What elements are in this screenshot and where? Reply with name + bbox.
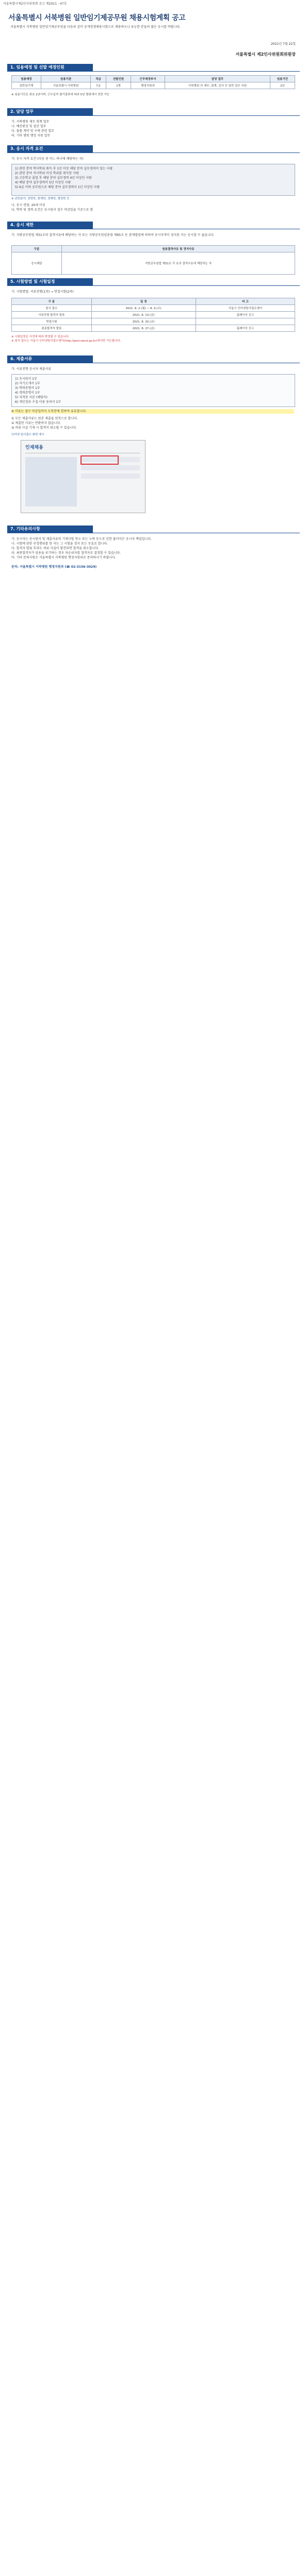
table-cell: 2021. 8. 20.(금) xyxy=(91,318,196,325)
table-header: 임용예정 xyxy=(12,76,41,82)
table-cell: 7급 xyxy=(91,82,106,89)
table-cell: 지방공무원법 제31조 각 호의 결격사유에 해당하는 자 xyxy=(62,252,295,275)
list-item: 3) 학력증명서 1부 xyxy=(15,386,40,390)
list-item: 나. 시험에 관한 부정행위를 한 자는 그 시험을 정지 또는 무효로 합니다. xyxy=(11,542,108,546)
screenshot-caption: 인터넷 원서접수 화면 예시 xyxy=(11,433,44,436)
section-5-header: 5. 시험방법 및 시험일정 xyxy=(7,278,93,285)
table-cell: 응시제한 xyxy=(12,252,62,275)
field-note: ※ 관련분야: 경영학, 회계학, 경제학, 행정학 등 xyxy=(11,197,70,200)
list-item: ① 모든 제출서류는 원본 제출을 원칙으로 합니다. xyxy=(11,417,78,420)
contact-info: 문의: 서울특별시 서북병원 행정지원과 (☎ 02-3156-3029) xyxy=(11,565,97,569)
table-cell xyxy=(196,318,295,325)
divider xyxy=(7,115,300,116)
section-1-header: 1. 임용예정 및 선발 예정인원 xyxy=(7,64,93,71)
list-item: 다. 합격자 발표 후라도 허위 사실이 발견되면 합격을 취소합니다. xyxy=(11,547,99,550)
table-cell: 서울시 인터넷원서접수센터 xyxy=(196,305,295,312)
list-item: ③ 허위 사실 기재 시 합격이 취소될 수 있습니다. xyxy=(11,426,77,430)
table-header: 담당 업무 xyxy=(165,76,270,82)
table-cell: 서류전형 합격자 발표 xyxy=(12,312,92,318)
table-cell: 서북병원 의 재무, 회계, 감사 등 일반 업무 지원 xyxy=(165,82,270,89)
issuer: 서울특별시 제2인사위원회위원장 xyxy=(235,52,296,57)
section-6-header: 6. 제출서류 xyxy=(7,355,93,363)
table-cell: 홈페이지 공고 xyxy=(196,325,295,332)
qualify-intro: 가. 응시 자격 요건 (다음 중 어느 하나에 해당하는 자) xyxy=(11,157,84,161)
screenshot-title: 인재채용 xyxy=(25,445,43,450)
list-item: 1) 응시원서 1부 xyxy=(15,377,37,381)
screenshot-row xyxy=(81,473,140,479)
list-item: 라. 최종합격자가 임용을 포기하는 경우 차순위자를 합격자로 결정할 수 있습니다. xyxy=(11,551,121,555)
table-header: 비 고 xyxy=(196,298,295,305)
schedule-table xyxy=(11,298,295,332)
screenshot-row xyxy=(81,465,140,470)
list-item: 다. 학력 및 경력 요건은 응시원서 접수 마감일을 기준으로 함 xyxy=(11,208,93,212)
list-item: 1) 관련 분야 학사학위 취득 후 1년 이상 해당 분야 실무경력이 있는 사람 xyxy=(15,167,113,171)
table-header: 임용결격사유 및 정지사유 xyxy=(62,246,295,252)
list-item: 가. 서북병원 재무 회계 업무 xyxy=(11,120,50,124)
docs-notes xyxy=(11,416,294,430)
divider xyxy=(7,71,300,72)
table-header: 구 분 xyxy=(12,298,92,305)
section-3-header: 3. 응시 자격 요건 xyxy=(7,145,93,152)
restrict-text: 가. 지방공무원법 제31조의 결격사유에 해당하는 자 또는 지방공무원임용령 제65조 등 관계법령에 의하여 응시자격이 정지된 자는 응시할 수 없습니다. xyxy=(11,233,215,237)
application-screenshot xyxy=(21,440,146,513)
list-item: 라. 기타 병원 행정 지원 업무 xyxy=(11,134,51,138)
docs-box xyxy=(11,374,295,407)
table-header: 임용기간 xyxy=(270,76,295,82)
divider xyxy=(7,152,300,153)
notice-number: 서울특별시제2인사위원회 공고 제2021 - 47호 xyxy=(3,2,67,6)
list-item: 나. 예산편성 및 결산 업무 xyxy=(11,125,46,128)
table-header: 근무예정부서 xyxy=(131,76,165,82)
table-cell: 최종합격자 발표 xyxy=(12,325,92,332)
etc-list xyxy=(11,537,294,560)
restrict-table xyxy=(11,245,295,275)
table-cell: 행정지원과 xyxy=(131,82,165,89)
intro-text: 서울특별시 서북병원 일반임기제공무원을 다음과 같이 공개경쟁채용시험으로 채용하오니 유능한 분들의 많은 응시를 바랍니다. xyxy=(10,25,181,29)
docs-intro: 가. 서류전형 응시자 제출서류 xyxy=(11,367,52,371)
table-cell: 원서 접수 xyxy=(12,305,92,312)
list-item: 나. 응시 연령: 20세 이상 xyxy=(11,204,45,207)
divider xyxy=(7,285,300,286)
list-item: 4) 해당 분야 실무경력이 5년 이상인 사람 xyxy=(15,181,71,184)
table-cell: 1명 xyxy=(106,82,131,89)
table-header: 선발인원 xyxy=(106,76,131,82)
section-7-header: 7. 기타유의사항 xyxy=(7,526,93,533)
list-item: 3) 고등학교 졸업 후 해당 분야 실무경력 4년 이상인 사람 xyxy=(15,176,92,180)
list-item: ※ 시험일정은 사정에 따라 변경될 수 있습니다. xyxy=(11,335,70,338)
table-cell: 일반임기제 xyxy=(12,82,41,89)
duties-list xyxy=(11,120,294,138)
method-text: 가. 시험방법: 서류전형(1차) → 면접시험(2차) xyxy=(11,290,74,294)
list-item: 마. 기타 문의사항은 서울특별시 서북병원 행정지원과로 문의하시기 바랍니다. xyxy=(11,556,116,560)
table-header: 구분 xyxy=(12,246,62,252)
table-cell: 홈페이지 공고 xyxy=(196,312,295,318)
list-item: 2) 자기소개서 1부 xyxy=(15,382,40,385)
list-item: 5) 자격증 사본 (해당자) xyxy=(15,396,47,399)
schedule-notes xyxy=(11,335,294,343)
qualify-sub xyxy=(11,203,294,212)
list-item: ② 제출한 서류는 반환하지 않습니다. xyxy=(11,421,61,425)
table-header: 직급 xyxy=(91,76,106,82)
table-note: ※ 임용기간은 최초 2년이며, 근무실적 평가결과에 따라 5년 범위에서 연장 가능 xyxy=(11,93,110,96)
qualify-box xyxy=(11,164,295,196)
list-item: 2) 관련 분야 석사학위 이상 학위를 취득한 사람 xyxy=(15,172,79,175)
list-item: 가. 응시자는 응시원서 및 제출서류의 기재사항 착오 또는 누락 등으로 인한 불이익은 응시자 책임입니다. xyxy=(11,537,152,541)
table-header: 일 정 xyxy=(91,298,196,305)
table-cell: 2021. 8. 13.(금) xyxy=(91,312,196,318)
recruit-table xyxy=(11,75,295,89)
table-cell: 2021. 8. 27.(금) xyxy=(91,325,196,332)
table-header: 임용기관 xyxy=(41,76,91,82)
screenshot-panel xyxy=(25,457,77,506)
highlight-note: ※ 서류는 접수 마감일까지 도착분에 한하여 유효합니다. xyxy=(11,409,294,414)
page-title: 서울특별시 서북병원 일반임기제공무원 채용시험계획 공고 xyxy=(8,14,186,22)
table-cell: 2021. 8. 2.(월) ~ 8. 4.(수) xyxy=(91,305,196,312)
table-row xyxy=(12,325,295,332)
table-row xyxy=(12,305,295,312)
notice-date: 2021년 7월 22일 xyxy=(271,42,296,46)
section-2-header: 2. 담당 업무 xyxy=(7,108,93,115)
highlight-marker xyxy=(80,455,119,465)
list-item: 6) 개인정보 수집 이용 동의서 1부 xyxy=(15,400,61,404)
table-cell: 서울특별시 서북병원 xyxy=(41,82,91,89)
section-4-header: 4. 응시 제한 xyxy=(7,222,93,229)
table-cell: 2년 xyxy=(270,82,295,89)
table-row xyxy=(12,312,295,318)
list-item: 다. 물품 계약 및 구매 관련 업무 xyxy=(11,129,54,133)
table-cell: 면접시험 xyxy=(12,318,92,325)
list-item: 5) 6급 이하 공무원으로 해당 분야 실무경력이 1년 이상인 사람 xyxy=(15,185,100,189)
list-item: ※ 원서 접수는 서울시 인터넷원서접수센터(http://gosi.seoul.go.kr)에서만 가능합니다. xyxy=(11,340,121,343)
list-item: 4) 경력증명서 1부 xyxy=(15,391,40,395)
table-row xyxy=(12,318,295,325)
